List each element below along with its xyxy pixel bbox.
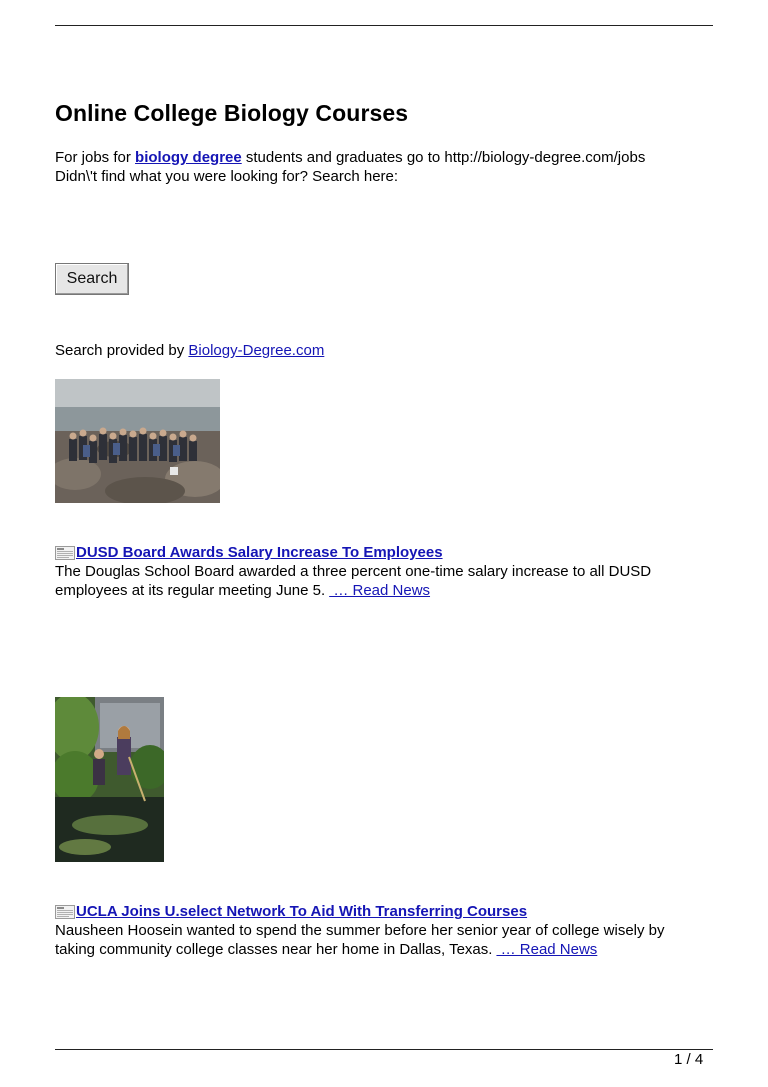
news-headline xyxy=(55,902,715,921)
read-news-link[interactable]: … Read News xyxy=(496,941,598,958)
read-news-link[interactable]: … Read News xyxy=(329,582,431,599)
news-summary-line: The Douglas School Board awarded a three percent one-time salary increase to all DUSD xyxy=(55,563,652,580)
provided-by-label: Search provided by xyxy=(55,342,189,359)
page-title: Online College Biology Courses xyxy=(55,100,409,126)
news-title-link[interactable]: DUSD Board Awards Salary Increase To Employees xyxy=(76,544,443,561)
news-item xyxy=(55,902,715,959)
news-icon xyxy=(55,905,75,919)
news-summary xyxy=(55,921,715,959)
biology-degree-link[interactable]: biology degree xyxy=(135,149,242,166)
page-number: 1 / 4 xyxy=(674,1051,704,1068)
news-summary xyxy=(55,562,715,600)
jobs-line-prefix: For jobs for xyxy=(55,149,136,166)
news-photo-group-on-shore xyxy=(55,379,220,503)
news-photo-pond-sampling xyxy=(55,697,164,862)
news-item xyxy=(55,543,715,600)
header-rule xyxy=(55,25,713,26)
search-provided-by xyxy=(55,342,324,359)
news-headline xyxy=(55,543,715,562)
jobs-line-suffix: students and graduates go to http://biology-degree.com/jobs xyxy=(241,149,646,166)
news-summary-line: employees at its regular meeting June 5. xyxy=(55,582,326,599)
jobs-line xyxy=(55,148,645,167)
news-icon xyxy=(55,546,75,560)
news-summary-line: taking community college classes near her home in Dallas, Texas. xyxy=(55,941,493,958)
news-title-link[interactable]: UCLA Joins U.select Network To Aid With Transferring Courses xyxy=(76,903,528,920)
search-button[interactable]: Search xyxy=(55,263,129,295)
footer-rule xyxy=(55,1049,713,1050)
biology-degree-site-link[interactable]: Biology-Degree.com xyxy=(188,342,325,359)
news-summary-line: Nausheen Hoosein wanted to spend the summer before her senior year of college wisely by xyxy=(55,922,665,939)
search-prompt: Didn\'t find what you were looking for? Search here: xyxy=(55,168,399,185)
